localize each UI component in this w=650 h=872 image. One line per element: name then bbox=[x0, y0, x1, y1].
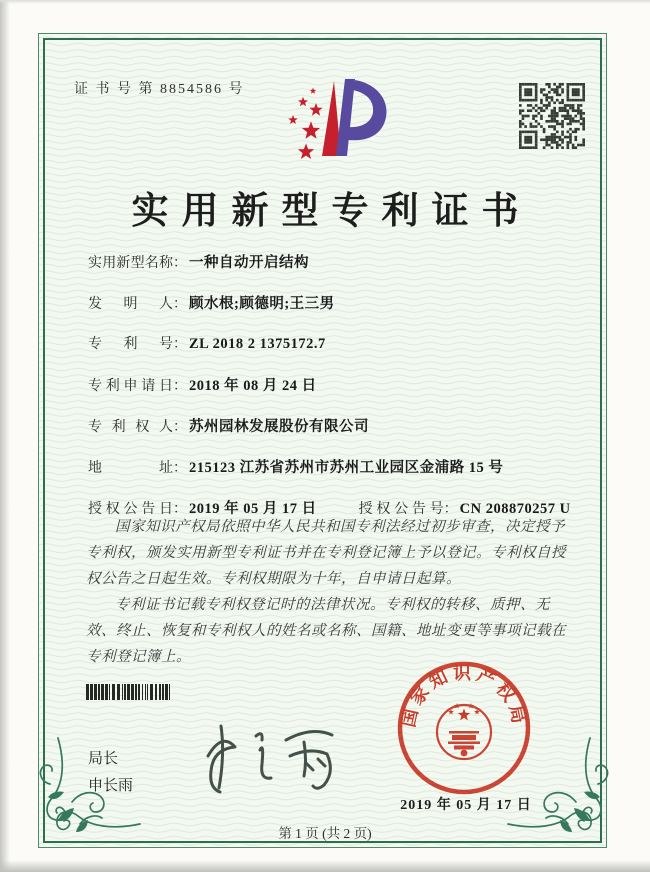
field-label: 专利权人 bbox=[88, 420, 173, 435]
director-signature bbox=[190, 716, 355, 798]
field-value: 2018 年 08 月 24 日 bbox=[189, 378, 317, 394]
colon-separator: ： bbox=[173, 337, 187, 352]
field-label: 发明人 bbox=[88, 297, 173, 312]
corner-flourish-icon bbox=[502, 732, 620, 850]
field-value: 215123 江苏省苏州市苏州工业园区金浦路 15 号 bbox=[189, 460, 504, 476]
field-row-inventor bbox=[88, 292, 590, 333]
field-value: 一种自动开启结构 bbox=[189, 255, 309, 271]
scan-edge bbox=[0, 860, 650, 872]
colon-separator: ： bbox=[173, 502, 187, 517]
field-label: 授权公告号 bbox=[358, 502, 444, 517]
field-label: 专利申请日 bbox=[88, 379, 173, 394]
field-label: 地址 bbox=[88, 461, 173, 476]
field-list bbox=[88, 251, 590, 538]
cnipa-logo-icon bbox=[278, 72, 390, 184]
field-label: 专利号 bbox=[88, 337, 173, 352]
legal-text bbox=[86, 514, 570, 670]
field-row-patentee bbox=[88, 415, 590, 456]
legal-paragraph: 专利证书记载专利权登记时的法律状况。专利权的转移、质押、无效、终止、恢复和专利权人的姓名或名称、国籍、地址变更等事项记载在专利登记簿上。 bbox=[86, 597, 566, 665]
seal-date: 2019 年 05 月 17 日 bbox=[400, 798, 532, 813]
national-emblem-icon bbox=[437, 703, 491, 759]
colon-separator: ： bbox=[173, 256, 187, 271]
colon-separator: ： bbox=[173, 297, 187, 312]
field-value: 苏州园林发展股份有限公司 bbox=[189, 419, 369, 435]
corner-flourish-icon bbox=[28, 732, 146, 850]
field-label: 授权公告日 bbox=[88, 502, 173, 517]
legal-paragraph: 国家知识产权局依照中华人民共和国专利法经过初步审查，决定授予专利权，颁发实用新型专利证书并在专利登记簿上予以登记。专利权自授权公告之日起生效。专利权期限为十年，自申请日起算。 bbox=[86, 519, 566, 587]
colon-separator: ： bbox=[173, 379, 187, 394]
field-value: 2019 年 05 月 17 日 bbox=[189, 501, 317, 517]
field-value: 顾水根;顾德明;王三男 bbox=[189, 296, 335, 312]
field-value: ZL 2018 2 1375172.7 bbox=[189, 336, 326, 352]
colon-separator: ： bbox=[443, 502, 458, 517]
field-row-address bbox=[88, 456, 590, 497]
scan-edge bbox=[0, 0, 650, 4]
certificate-title: 实用新型专利证书 bbox=[131, 191, 532, 232]
scan-edge bbox=[0, 0, 10, 872]
field-row-name bbox=[88, 251, 590, 292]
director-title-label: 局长 bbox=[88, 751, 119, 767]
qr-code bbox=[519, 83, 585, 149]
certificate-number: 证 书 号 第 8854586 号 bbox=[74, 82, 245, 97]
colon-separator: ： bbox=[173, 461, 187, 476]
field-label: 实用新型名称 bbox=[88, 256, 173, 271]
director-name: 申长雨 bbox=[88, 778, 134, 794]
colon-separator: ： bbox=[173, 420, 187, 435]
svg-text:国家知识产权局 bbox=[398, 662, 530, 729]
seal-text: 国家知识产权局 bbox=[398, 662, 530, 729]
field-row-filing-date bbox=[88, 374, 590, 415]
barcode bbox=[86, 684, 258, 700]
field-value: CN 208870257 U bbox=[459, 501, 571, 517]
field-row-patent-no bbox=[88, 333, 590, 374]
page-number: 第 1 页 (共 2 页) bbox=[278, 826, 372, 841]
